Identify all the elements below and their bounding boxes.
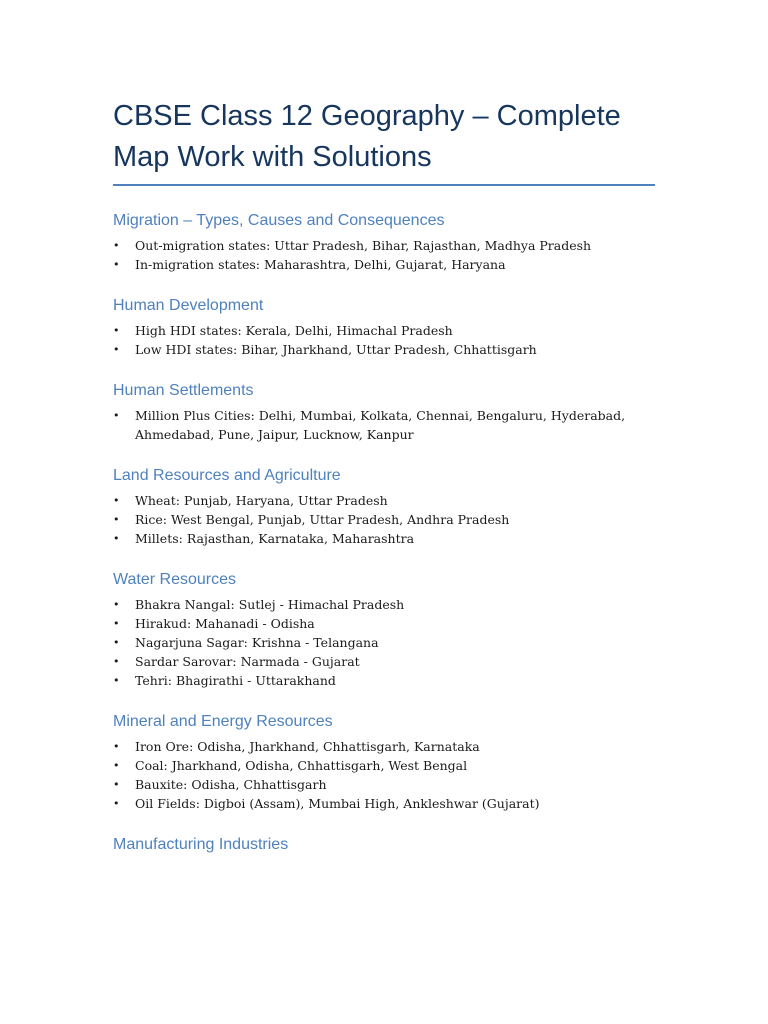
list-item-text: Oil Fields: Digboi (Assam), Mumbai High, Ankleshwar (Gujarat)	[135, 796, 540, 811]
bullet-icon: •	[113, 759, 120, 772]
bullet-icon: •	[113, 655, 120, 668]
list-item	[113, 737, 655, 756]
bullet-icon: •	[113, 636, 120, 649]
section-heading: Land Resources and Agriculture	[113, 467, 341, 484]
section	[113, 711, 655, 813]
bullet-list	[113, 406, 655, 444]
list-item-text: Out-migration states: Uttar Pradesh, Bihar, Rajasthan, Madhya Pradesh	[135, 238, 592, 253]
bullet-icon: •	[113, 513, 120, 526]
list-item-text: Wheat: Punjab, Haryana, Uttar Pradesh	[135, 493, 388, 508]
bullet-icon: •	[113, 674, 120, 687]
list-item	[113, 652, 655, 671]
list-item	[113, 529, 655, 548]
list-item	[113, 671, 655, 690]
section-heading: Migration – Types, Causes and Consequences	[113, 212, 445, 229]
list-item-text: Sardar Sarovar: Narmada - Gujarat	[135, 654, 360, 669]
bullet-icon: •	[113, 343, 120, 356]
bullet-icon: •	[113, 740, 120, 753]
section-heading: Mineral and Energy Resources	[113, 713, 333, 730]
list-item-text: Bauxite: Odisha, Chhattisgarh	[135, 777, 327, 792]
section	[113, 210, 655, 274]
bullet-icon: •	[113, 617, 120, 630]
list-item-text: Iron Ore: Odisha, Jharkhand, Chhattisgarh, Karnataka	[135, 739, 480, 754]
list-item	[113, 340, 655, 359]
bullet-icon: •	[113, 797, 120, 810]
list-item-text: Nagarjuna Sagar: Krishna - Telangana	[135, 635, 379, 650]
list-item	[113, 595, 655, 614]
document-body	[113, 96, 655, 877]
list-item-text: Coal: Jharkhand, Odisha, Chhattisgarh, West Bengal	[135, 758, 468, 773]
list-item	[113, 794, 655, 813]
list-item-text: Millets: Rajasthan, Karnataka, Maharashtra	[135, 531, 415, 546]
section-heading: Manufacturing Industries	[113, 836, 289, 853]
list-item-text: Tehri: Bhagirathi - Uttarakhand	[135, 673, 336, 688]
list-item	[113, 756, 655, 775]
bullet-list	[113, 321, 655, 359]
list-item-text: Low HDI states: Bihar, Jharkhand, Uttar Pradesh, Chhattisgarh	[135, 342, 537, 357]
bullet-list	[113, 491, 655, 548]
section-heading: Human Settlements	[113, 382, 254, 399]
list-item-text: Million Plus Cities: Delhi, Mumbai, Kolkata, Chennai, Bengaluru, Hyderabad, Ahmedabad, Pune, Jaipur, Lucknow, Kanpur	[135, 408, 626, 442]
section	[113, 380, 655, 444]
document-title: CBSE Class 12 Geography – Complete Map Work with Solutions	[113, 100, 621, 173]
section	[113, 465, 655, 548]
section	[113, 569, 655, 690]
bullet-list	[113, 737, 655, 813]
list-item	[113, 236, 655, 255]
list-item	[113, 255, 655, 274]
bullet-list	[113, 595, 655, 690]
section	[113, 295, 655, 359]
bullet-icon: •	[113, 598, 120, 611]
list-item-text: In-migration states: Maharashtra, Delhi, Gujarat, Haryana	[135, 257, 506, 272]
bullet-icon: •	[113, 239, 120, 252]
list-item-text: Hirakud: Mahanadi - Odisha	[135, 616, 315, 631]
bullet-icon: •	[113, 532, 120, 545]
bullet-icon: •	[113, 258, 120, 271]
list-item	[113, 614, 655, 633]
bullet-icon: •	[113, 324, 120, 337]
list-item	[113, 406, 655, 444]
title-underline-rule	[113, 184, 655, 186]
list-item	[113, 510, 655, 529]
list-item-text: Rice: West Bengal, Punjab, Uttar Pradesh, Andhra Pradesh	[135, 512, 510, 527]
list-item	[113, 491, 655, 510]
list-item-text: Bhakra Nangal: Sutlej - Himachal Pradesh	[135, 597, 405, 612]
section-heading: Water Resources	[113, 571, 236, 588]
section	[113, 834, 655, 856]
section-heading: Human Development	[113, 297, 264, 314]
bullet-icon: •	[113, 494, 120, 507]
bullet-icon: •	[113, 409, 120, 422]
list-item-text: High HDI states: Kerala, Delhi, Himachal Pradesh	[135, 323, 453, 338]
bullet-icon: •	[113, 778, 120, 791]
list-item	[113, 633, 655, 652]
sections-container	[113, 210, 655, 856]
bullet-list	[113, 236, 655, 274]
list-item	[113, 321, 655, 340]
list-item	[113, 775, 655, 794]
